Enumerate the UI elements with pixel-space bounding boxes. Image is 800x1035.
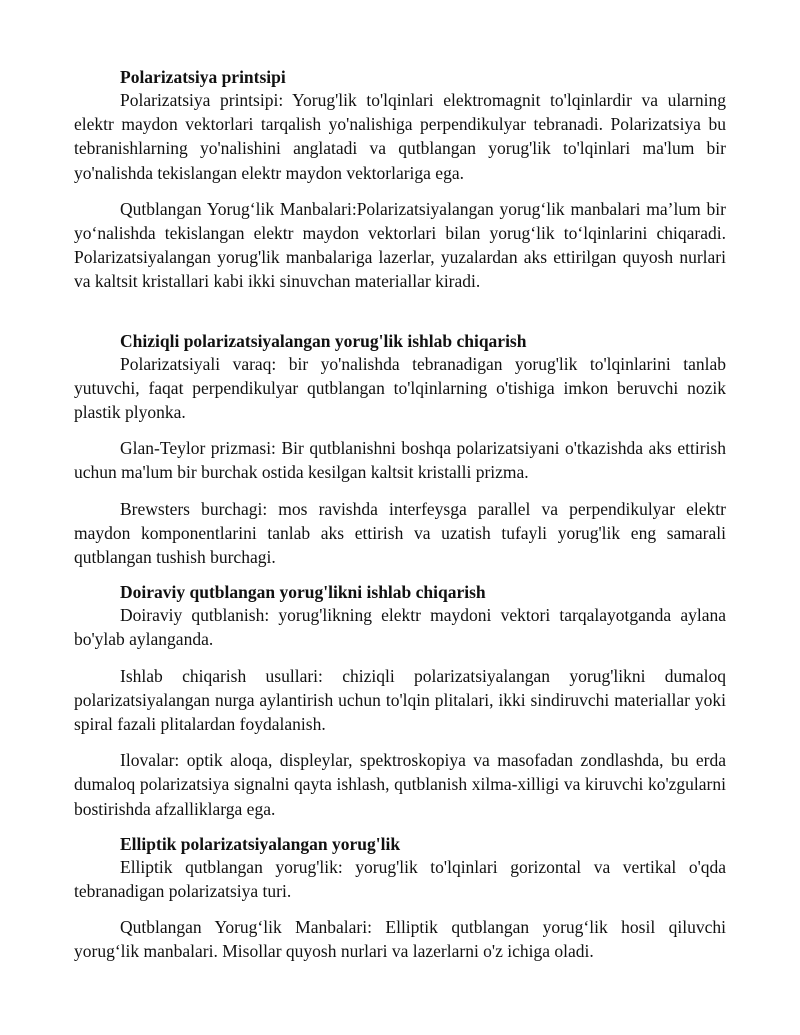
- paragraph: Doiraviy qutblanish: yorug'likning elektr maydoni vektori tarqalayotganda aylana bo'ylab aylanganda.: [74, 605, 726, 650]
- paragraph: Brewsters burchagi: mos ravishda interfeysga parallel va perpendikulyar elektr maydon komponentlarini tanlab aks ettirish va uzatish tufayli yorug'lik eng samarali qutblangan tushish burchagi.: [74, 498, 726, 568]
- paragraph: Qutblangan Yorug‘lik Manbalari:Polarizatsiyalangan yorug‘lik manbalari ma’lum bir yo‘nalishda tekislangan elektr maydon vektorlari bilan yorug‘lik to‘lqinlarini chiqaradi. Polarizatsiyalangan yorug'lik manbalariga lazerlar, yuzalardan aks ettirilgan quyosh nurlari va kaltsit kristallari kabi ikki sinuvchan materiallar kiradi.: [74, 198, 726, 292]
- section-linear-polarization: [74, 330, 726, 570]
- section-polarization-principle: [74, 66, 726, 294]
- section-circular-polarization: [74, 581, 726, 821]
- paragraph: Ishlab chiqarish usullari: chiziqli polarizatsiyalangan yorug'likni dumaloq polarizatsiyalangan nurga aylantirish uchun to'lqin plitalari, ikki sindiruvchi materiallar yoki spiral fazali plitalardan foydalanish.: [74, 665, 726, 735]
- paragraph: Polarizatsiyali varaq: bir yo'nalishda tebranadigan yorug'lik to'lqinlarini tanlab yutuvchi, faqat perpendikulyar qutblangan to'lqinlarning o'tishiga imkon beruvchi nozik plastik plyonka.: [74, 353, 726, 423]
- paragraph: Ilovalar: optik aloqa, displeylar, spektroskopiya va masofadan zondlashda, bu erda dumaloq polarizatsiya signalni qayta ishlash, qutblanish xilma-xilligi va kiruvchi ko'zgularni bostirishda afzalliklarga ega.: [74, 750, 726, 819]
- section-heading: Chiziqli polarizatsiyalangan yorug'lik ishlab chiqarish: [120, 330, 527, 351]
- section-heading: Doiraviy qutblangan yorug'likni ishlab chiqarish: [120, 582, 486, 603]
- paragraph: Elliptik qutblangan yorug'lik: yorug'lik to'lqinlari gorizontal va vertikal o'qda tebranadigan polarizatsiya turi.: [74, 856, 726, 902]
- paragraph: Qutblangan Yorug‘lik Manbalari: Elliptik qutblangan yorug‘lik hosil qiluvchi yorug‘lik manbalari. Misollar quyosh nurlari va lazerlarni o'z ichiga oladi.: [74, 917, 726, 962]
- section-heading: Polarizatsiya printsipi: [120, 67, 286, 87]
- document-page: [74, 66, 726, 976]
- section-elliptical-polarization: [74, 833, 726, 964]
- paragraph: Polarizatsiya printsipi: Yorug'lik to'lqinlari elektromagnit to'lqinlardir va ularning elektr maydon vektorlari tarqalish yo'nalishiga perpendikulyar tebranadi. Polarizatsiya bu tebranishlarning yo'nalishini anglatadi va qutblangan yorug'lik to'lqinlari ma'lum bir yo'nalishda tekislangan elektr maydon vektorlariga ega.: [74, 90, 726, 183]
- section-heading: Elliptik polarizatsiyalangan yorug'lik: [120, 833, 401, 854]
- paragraph: Glan-Teylor prizmasi: Bir qutblanishni boshqa polarizatsiyani o'tkazishda aks ettirish uchun ma'lum bir burchak ostida kesilgan kaltsit kristalli prizma.: [74, 438, 726, 483]
